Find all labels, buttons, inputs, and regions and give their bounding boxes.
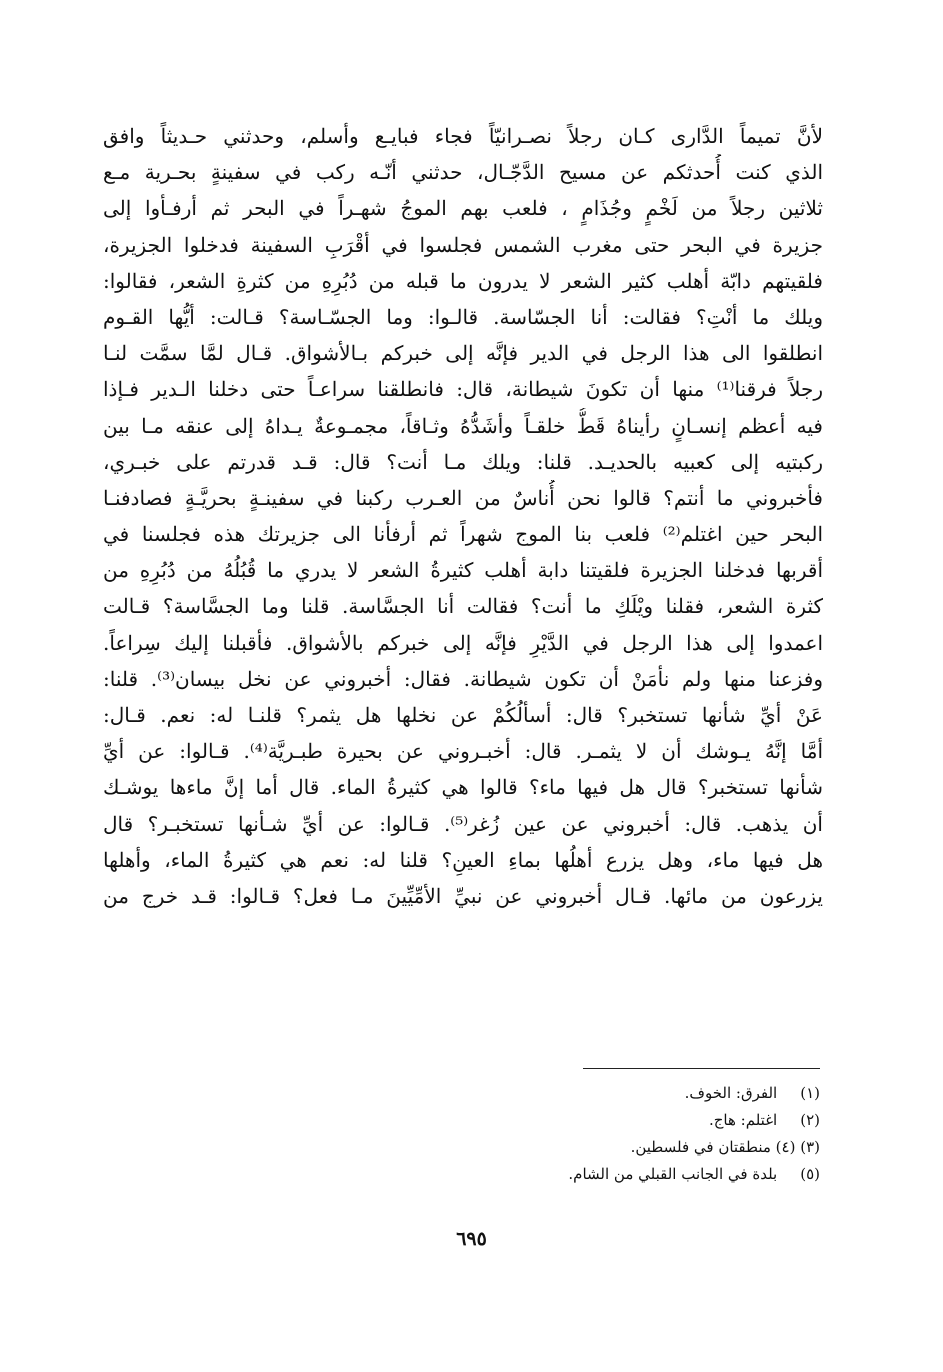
text-line: رجلاً فرقنا⁽¹⁾ منها أن تكونَ شيطانة، قال: فانطلقنا سراعـاً حتى دخلنا الـدير فـإذا [103, 377, 823, 402]
text-line: أمَّا إنَّهُ يـوشك أن لا يثمـر. قال: أخبـروني عن بحيرة طبـريَّة⁽⁴⁾. قـالوا: عن أيِّ [103, 739, 823, 764]
footnote [420, 1080, 820, 1107]
text-line: ركبتيه إلى كعبيه بالحديـد. قلنا: ويلك مـا أنت؟ قال: قـد قدرتم على خبـري، [103, 449, 823, 474]
text-line: فيه أعظم إنسـانٍ رأيناهُ قَطُّ خلقـاً وأشَدُّهُ وثـاقاً، مجمـوعةٌ يـداهُ إلى عنقه مـا بين [103, 413, 823, 438]
text-line: البحر حين اغتلم⁽²⁾ فلعب بنا الموج شهراً ثم أرفأنا الى جزيرتك هذه فجلسنا في [103, 522, 823, 547]
footnote [420, 1161, 820, 1188]
footnote-text: بلدة في الجانب القبلي من الشام. [568, 1165, 778, 1183]
footnote [420, 1134, 820, 1161]
text-line: لأنَّ تميماً الدَّارى كـان رجلاً نصـرانيّاً فجاء فبايـع وأسلم، وحدثني حـديثاً وافق [103, 124, 823, 148]
text-line: شأنها تستخبر؟ قال هل فيها ماء؟ قالوا هي كثيرةُ الماء. قال أما إنَّ ماءها يوشـك [103, 775, 823, 800]
text-line: ويلك ما أنْتِ؟ فقالت: أنا الجسّاسة. قالـوا: وما الجسّـاسة؟ قـالت: أيُّها القـوم [103, 304, 823, 329]
page-number: ٦٩٥ [456, 1228, 487, 1250]
text-line: فلقيتهم دابّة أهلب كثير الشعر لا يدرون ما قبله من دُبُرِهِ من كثرةِ الشعر، فقالوا: [103, 268, 823, 293]
text-line: عَنْ أيِّ شأنها تستخبر؟ قال: أسألُكُمْ عن نخلها هل يثمر؟ قلنـا له: نعم. قـال: [103, 703, 823, 727]
footnote-text: اغتلم: هاج. [708, 1111, 778, 1129]
footnotes [420, 1080, 820, 1188]
text-line: أن يذهب. قال: أخبروني عن عين زُغر⁽⁵⁾. قـالوا: عن أيِّ شـأنها تستخبـر؟ قال [103, 811, 823, 836]
footnote-number: (٥) [800, 1165, 820, 1183]
footnote [420, 1107, 820, 1134]
text-line: أقربها فدخلنا الجزيرة فلقيتنا دابة أهلب كثيرةُ الشعر لا يدري ما قُبُلُهُ من دُبُرِهِ من [103, 558, 823, 583]
text-line: الذي كنت أُحدثكم عن مسيح الدَّجّـال، حدثني أنّـه ركب في سفينةٍ بحـرية مـع [103, 160, 823, 185]
footnote-number: (٢) [800, 1111, 820, 1129]
main-text [103, 118, 823, 914]
text-line: جزيرة في البحر حتى مغرب الشمس فجلسوا في أقْرَبِ السفينة فدخلوا الجزيرة، [103, 232, 823, 257]
footnote-divider [583, 1068, 820, 1069]
text-line: كثرة الشعر، فقلنا ويْلَكِ ما أنت؟ فقالت أنا الجسَّاسة. قلنا وما الجسَّاسة؟ قـالت [103, 594, 823, 619]
text-line: انطلقوا الى هذا الرجل في الدير فإنَّه إلى خبركم بـالأشواق. قـال لمَّا سمَّت لنـا [103, 341, 823, 366]
text-line: هل فيها ماء، وهل يزرع أهلُها بماءِ العينِ؟ قلنا له: نعم هي كثيرةُ الماء، وأهلها [103, 847, 823, 872]
footnote-text: الفرق: الخوف. [684, 1084, 778, 1102]
text-line: فأخبروني ما أنتم؟ قالوا نحن أُناسٌ من العـرب ركبنا في سفينـةٍ بحريَّـةٍ فصادفنـا [103, 485, 823, 510]
footnote-number: (١) [800, 1084, 820, 1102]
footnote-text: منطقتان في فلسطين. [630, 1138, 771, 1156]
footnote-number: (٣) (٤) [775, 1138, 820, 1156]
text-line: ثلاثين رجلاً من لَخْمٍ وجُذَامٍ ، فلعب بهم الموجُ شهـراً في البحر ثم أرفـأوا إلى [103, 196, 823, 221]
text-line: وفزعنا منها ولم نأمَنْ أن تكون شيطانة. فقال: أخبروني عن نخل بيسان⁽³⁾. قلنا: [103, 666, 823, 691]
text-line: يزرعون من مائها. قـال أخبروني عن نبيِّ الأمِّيِّينَ مـا فعل؟ قـالوا: قـد خرج من [103, 883, 823, 908]
text-line: اعمدوا إلى هذا الرجل في الدَّيْرِ فإنَّه إلى خبركم بالأشواق. فأقبلنا إليك سِراعاً. [103, 630, 823, 655]
